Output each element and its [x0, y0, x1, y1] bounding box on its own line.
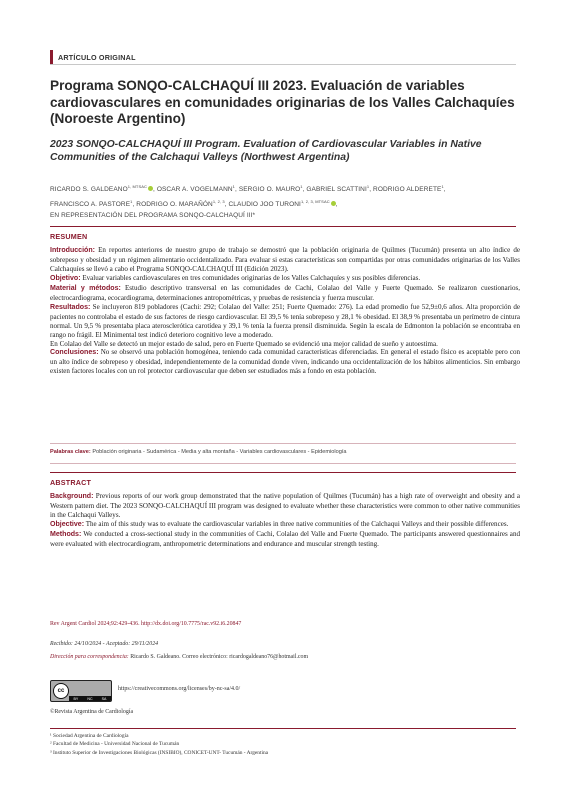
author-name: RICARDO S. GALDEANO: [50, 186, 128, 194]
resumen-body: [50, 246, 520, 376]
cc-by-label: BY: [73, 696, 79, 701]
abstract-background: [50, 492, 520, 520]
objetivo-text: Evaluar variables cardiovasculares en tres comunidades originarias de los Valles Calchaquíes y sus posibles diferencias.: [82, 273, 421, 282]
resumen-top-rule: [50, 226, 516, 227]
author-name: SERGIO O. MAURO: [238, 186, 301, 194]
orcid-icon[interactable]: [331, 201, 336, 206]
author-affiliation-sup: 1, 2, 3, MTSAC: [300, 198, 330, 204]
keywords-bottom-rule: [50, 463, 516, 464]
correspondence-label: Dirección para correspondencia:: [50, 654, 129, 660]
author-affiliation-sup: 1: [300, 184, 303, 189]
metodos-text: Estudio descriptivo transversal en las comunidades de Cachi, Colalao del Valle y Fuerte Quemado. Se realizaron cuestionarios, electrocardiograma, ecocardiograma, determinaciones antropométricas, y pruebas de resistencia y fuerza muscular.: [50, 283, 520, 302]
affiliation-footnotes: [50, 732, 516, 757]
author-name: CLAUDIO JOO TURONI: [228, 200, 301, 208]
author-line-1: RICARDO S. $GALDEANO^{1, MTSAC}$ , OSCAR A. VOGELMANN$^1$, SERGIO O. MAURO$^1$, GABRIEL SCATTINI$^1$, RODRIGO ALDERETE$^1$,: [50, 184, 446, 194]
author-affiliation-sup: 1: [441, 184, 444, 189]
creative-commons-badge[interactable]: [50, 680, 112, 702]
resumen-metodos: [50, 284, 520, 303]
author-name: GABRIEL SCATTINI: [306, 186, 367, 194]
author-name: FRANCISCO A. PASTORE: [50, 200, 131, 208]
license-url-link[interactable]: https://creativecommons.org/licenses/by-nc-sa/4.0/: [118, 686, 241, 692]
conclusiones-text: No se observó una población homogénea, teniendo cada comunidad características diferenciadas. En general el estado físico es aceptable pero con un alto índice de sobrepeso y obesidad, independientemente de la comunidad donde viven, indicando una occidentalización de los hábitos alimenticios. Sin embargo existen factores locales con un rol protector cardiovascular que deben ser estudiados más a fondo en esta población.: [50, 348, 521, 376]
resultados-label: Resultados:: [50, 303, 91, 311]
author-name: RODRIGO O. MARAÑÓN: [136, 200, 213, 208]
footnote-rule: [50, 728, 516, 729]
cc-license-labels: [69, 696, 111, 701]
objective-label: Objective:: [50, 520, 85, 528]
methods-label: Methods:: [50, 530, 82, 538]
article-type-tag: [50, 50, 136, 64]
author-affiliation-sup: 1, 2, 3: [212, 198, 225, 204]
abstract-objective: [50, 520, 520, 530]
introduccion-text: En reportes anteriores de nuestro grupo de trabajo se demostró que la población originaria de Quilmes (Tucumán) presenta un alto índice de sobrepeso y obesidad y un régimen alimentario occidentalizado. Para evaluar si estas características son compartidas por otras comunidades originarias de los Valles Calchaquíes se llevó a cabo el Programa SONQO-CALCHAQUÍ III (Edición 2023).: [50, 246, 520, 273]
resultados-text: Se incluyeron 819 pobladores (Cachi: 292; Colalao del Valle: 251; Fuerte Quemado: 276). La edad promedio fue 52,9±0,6 años. Alta proporción de pacientes no controlaba el estado de sus factores de riesgo cardiovascular. El 39,5 % tenía sobrepeso y 28,1 % obesidad. El 38,9 % presentaba un perímetro de cintura normal. Un 9,5 % presentaba placa aterosclerótica carotídea y 39,1 % tenía la fuerza prensil disminuida. Según la escala de Edmonton la población se encontraba en rango no frágil. El Minimental test indicó deterioro cognitivo leve a moderado.: [50, 302, 520, 339]
keywords-label: Palabras clave:: [50, 449, 91, 455]
resumen-conclusiones: [50, 348, 520, 376]
cc-sa-label: SA: [101, 696, 107, 701]
resumen-objetivo: [50, 274, 520, 284]
conclusiones-label: Conclusiones:: [50, 349, 99, 357]
background-text: Previous reports of our work group demonstrated that the native population of Quilmes (Tucumán) has a high rate of overweight and obesity and a Western pattern diet. The 2023 SONQO-CALCHAQUÍ III program was designed to evaluate whether these characteristics were common to other native communities in the Calchaqui Valleys.: [50, 492, 520, 519]
resumen-heading: RESUMEN: [50, 232, 88, 241]
author-name: OSCAR A. VOGELMANN: [156, 186, 233, 194]
header-divider: [50, 64, 516, 65]
footnote-1: ¹ Sociedad Argentina de Cardiología: [50, 733, 129, 739]
resumen-introduccion: [50, 246, 520, 274]
title-spanish: Programa SONQO-CALCHAQUÍ III 2023. Evaluación de variables cardiovasculares en comunidades originarias de los Valles Calchaquíes (Noroeste Argentino): [50, 78, 515, 127]
metodos-label: Material y métodos:: [50, 284, 121, 292]
author-list: [50, 181, 530, 222]
footnote-2: ² Facultad de Medicina - Universidad Nacional de Tucumán: [50, 741, 180, 748]
resumen-resultados-2: En Colalao del Valle se detectó un mejor estado de salud, pero en Fuerte Quemado se evidenció una mejor calidad de sueño y autoestima.: [50, 339, 438, 348]
author-affiliation-sup: 1: [130, 198, 133, 204]
keywords-rule: [50, 443, 516, 444]
keywords: [50, 449, 516, 455]
author-name: RODRIGO ALDERETE: [373, 186, 442, 194]
author-affiliation-sup: 1: [232, 184, 235, 189]
methods-text: We conducted a cross-sectional study in the communities of Cachi, Colalao del Valle and Fuerte Quemado. The participants answered questionnaires and were evaluated with electrocardiogram, anthropometric determinations and endurance and muscular strength testing.: [50, 529, 520, 548]
correspondence: [50, 654, 308, 660]
keywords-text: Población originaria - Sudamérica - Media y alta montaña - Variables cardiovasculares - Epidemiología: [92, 449, 347, 455]
author-affiliation-sup: 1: [366, 184, 370, 189]
received-accepted-dates: Recibido: 24/10/2024 - Aceptado: 29/11/2024: [50, 641, 159, 647]
abstract-heading: ABSTRACT: [50, 478, 92, 487]
background-label: Background:: [50, 493, 94, 500]
article-type-bar: [50, 50, 53, 64]
objective-text: The aim of this study was to evaluate the cardiovascular variables in three native communities of the Calchaqui Valleys and their possible differences.: [85, 519, 509, 528]
resumen-resultados: [50, 303, 520, 340]
orcid-icon[interactable]: [148, 186, 153, 191]
objetivo-label: Objetivo:: [50, 274, 81, 282]
cc-logo-icon: cc: [53, 683, 69, 699]
cc-nc-label: NC: [87, 696, 93, 701]
author-affiliation-sup: 1, MTSAC: [127, 184, 147, 189]
copyright-notice: ©Revista Argentina de Cardiología: [50, 709, 134, 715]
footnote-3: ³ Instituto Superior de Investigaciones Biológicas (INSIBIO), CONICET-UNT- Tucumán - Argentina: [50, 749, 269, 756]
article-type-label: ARTÍCULO ORIGINAL: [58, 52, 136, 62]
abstract-body: [50, 492, 520, 549]
introduccion-label: Introducción:: [50, 247, 96, 254]
citation-reference[interactable]: Rev Argent Cardiol 2024;92:429-436. http://dx.doi.org/10.7775/rac.v92.i6.20847: [50, 621, 242, 627]
author-representation: EN REPRESENTACIÓN DEL PROGRAMA SONQO-CALCHAQUÍ III*: [50, 212, 256, 220]
correspondence-text: Ricardo S. Galdeano. Correo electrónico: ricardogaldeano76@hotmail.com: [130, 654, 309, 660]
title-english: 2023 SONQO-CALCHAQUÍ III Program. Evaluation of Cardiovascular Variables in Native Communities of the Calchaqui Valleys (Northwest Argentina): [50, 139, 482, 164]
abstract-top-rule: [50, 472, 516, 473]
abstract-methods: [50, 530, 520, 549]
author-line-2: FRANCISCO A. PASTORE$^1$, RODRIGO O. MARAÑÓN$^{1, 2, 3}$, CLAUDIO JOO $TURONI^{1, 2, 3, MTSAC}$ ,: [50, 198, 338, 208]
